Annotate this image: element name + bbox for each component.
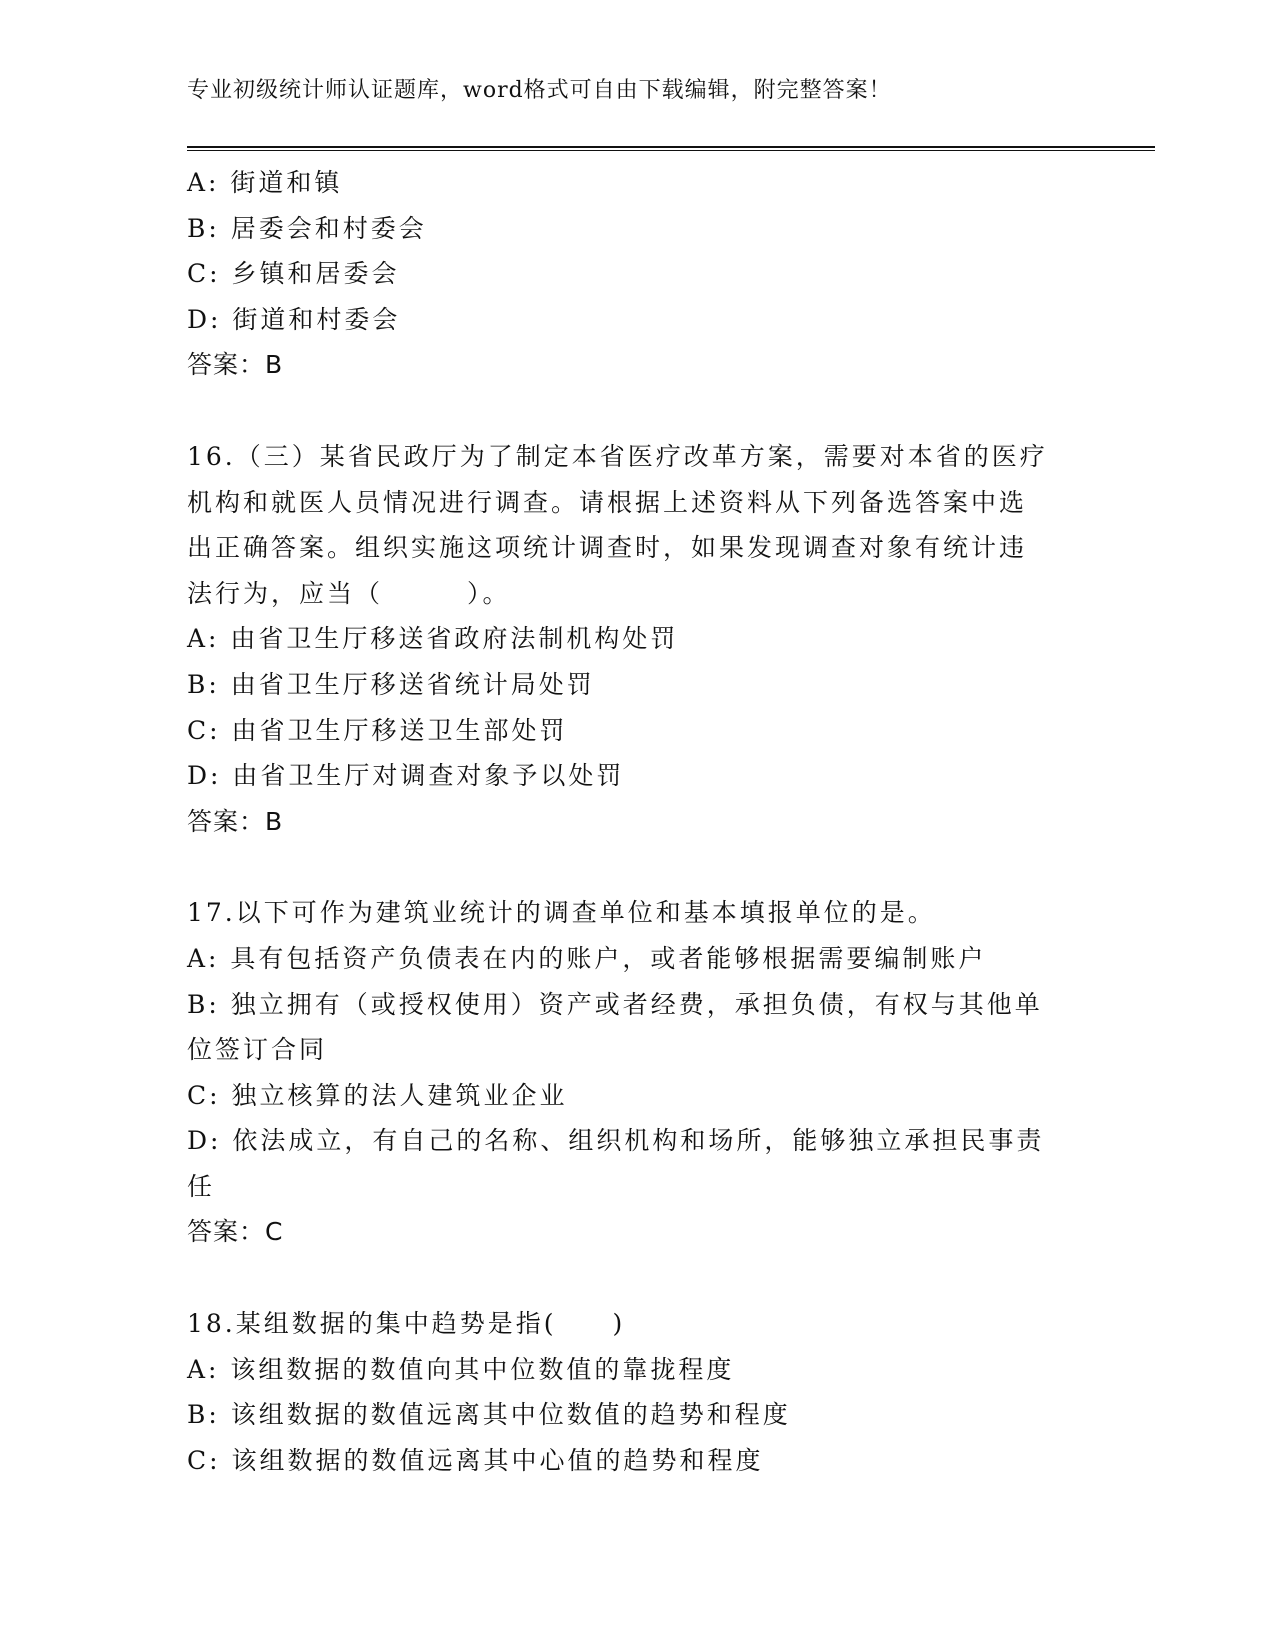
question-block-18 [187, 1301, 1087, 1483]
question-block-16 [187, 434, 1087, 844]
answer-line: 答案：C [187, 1217, 284, 1247]
option-d: D: 依法成立，有自己的名称、组织机构和场所，能够独立承担民事责 [187, 1126, 1045, 1156]
option-c: C: 乡镇和居委会 [187, 259, 400, 289]
option-d: D: 街道和村委会 [187, 304, 401, 334]
spacer [187, 388, 1087, 434]
option-a: A: 由省卫生厅移送省政府法制机构处罚 [187, 624, 679, 654]
option-b: B: 居委会和村委会 [187, 213, 427, 243]
question-text-line: 17.以下可作为建筑业统计的调查单位和基本填报单位的是。 [187, 898, 936, 928]
answer-line: 答案：B [187, 806, 284, 836]
option-c: C: 独立核算的法人建筑业企业 [187, 1080, 568, 1110]
option-a: A: 具有包括资产负债表在内的账户，或者能够根据需要编制账户 [187, 943, 987, 973]
page-header: 专业初级统计师认证题库，word格式可自由下载编辑，附完整答案！ [187, 78, 892, 103]
option-c: C: 由省卫生厅移送卫生部处罚 [187, 715, 568, 745]
option-d-continued: 任 [187, 1171, 216, 1201]
option-b: B: 独立拥有（或授权使用）资产或者经费，承担负债，有权与其他单 [187, 989, 1043, 1019]
question-content [187, 160, 1087, 1483]
question-text-line: 出正确答案。组织实施这项统计调查时，如果发现调查对象有统计违 [187, 533, 1028, 563]
question-text-line: 法行为，应当（ ）。 [187, 578, 511, 608]
question-text-line: 16.（三）某省民政厅为了制定本省医疗改革方案，需要对本省的医疗 [187, 441, 1048, 471]
question-text-line: 机构和就医人员情况进行调查。请根据上述资料从下列备选答案中选 [187, 487, 1028, 517]
header-divider [187, 146, 1155, 151]
option-b-continued: 位签订合同 [187, 1035, 328, 1065]
answer-line: 答案：B [187, 350, 284, 380]
option-d: D: 由省卫生厅对调查对象予以处罚 [187, 761, 625, 791]
option-a: A: 该组数据的数值向其中位数值的靠拢程度 [187, 1354, 735, 1384]
question-text-line: 18.某组数据的集中趋势是指( ) [187, 1309, 626, 1339]
option-c: C: 该组数据的数值远离其中心值的趋势和程度 [187, 1445, 764, 1475]
option-b: B: 该组数据的数值远离其中位数值的趋势和程度 [187, 1400, 791, 1430]
question-block-17 [187, 890, 1087, 1255]
option-b: B: 由省卫生厅移送省统计局处罚 [187, 669, 595, 699]
spacer [187, 1255, 1087, 1301]
question-block-15 [187, 160, 1087, 388]
option-a: A: 街道和镇 [187, 168, 343, 197]
spacer [187, 844, 1087, 890]
